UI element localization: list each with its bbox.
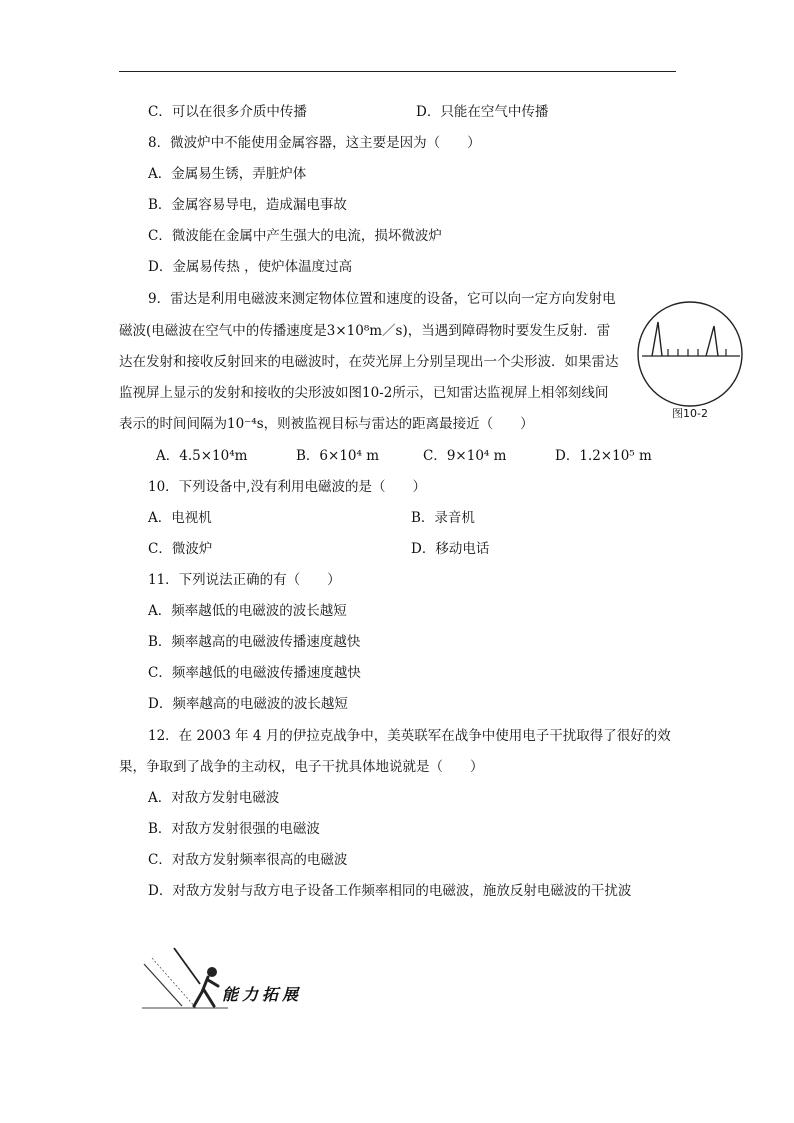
section-title: 能力拓展 bbox=[222, 985, 303, 1004]
q11-option-a: A．频率越低的电磁波的波长越短 bbox=[148, 603, 347, 619]
q11-option-b: B．频率越高的电磁波传播速度越快 bbox=[148, 634, 361, 650]
q9-line-5: 表示的时间间隔为10⁻⁴s，则被监视目标与雷达的距离最接近（ ） bbox=[119, 416, 534, 432]
q8-option-c: C．微波能在金属中产生强大的电流，损坏微波炉 bbox=[148, 228, 442, 244]
q12-option-a: A．对敌方发射电磁波 bbox=[148, 790, 280, 806]
q11-option-c: C．频率越低的电磁波传播速度越快 bbox=[148, 665, 361, 681]
q12-line-1: 12．在 2003 年 4 月的伊拉克战争中，美英联军在战争中使用电子干扰取得了很好的效 bbox=[148, 728, 671, 744]
q10-option-d: D．移动电话 bbox=[411, 541, 490, 557]
q8-option-d: D．金属易传热 ，使炉体温度过高 bbox=[148, 259, 353, 275]
q10-option-a: A．电视机 bbox=[148, 510, 212, 526]
q10-option-b: B．录音机 bbox=[411, 510, 475, 526]
q12-option-c: C．对敌方发射频率很高的电磁波 bbox=[148, 852, 348, 868]
q9-option-d: D．1.2×10⁵ m bbox=[555, 448, 652, 464]
q12-option-b: B．对敌方发射很强的电磁波 bbox=[148, 821, 320, 837]
header-rule bbox=[119, 71, 676, 72]
q8-option-b: B．金属容易导电，造成漏电事故 bbox=[148, 197, 347, 213]
q10-stem: 10．下列设备中,没有利用电磁波的是（ ） bbox=[148, 479, 426, 495]
q11-stem: 11．下列说法正确的有（ ） bbox=[148, 572, 341, 588]
q9-line-2: 磁波(电磁波在空气中的传播速度是3×10⁸m／s)，当遇到障碍物时要发生反射．雷 bbox=[119, 323, 611, 339]
q12-line-2: 果，争取到了战争的主动权，电子干扰具体地说就是（ ） bbox=[119, 759, 484, 775]
q8-stem: 8．微波炉中不能使用金属容器，这主要是因为（ ） bbox=[148, 135, 481, 151]
q10-option-c: C．微波炉 bbox=[148, 541, 213, 557]
figure-caption: 图10-2 bbox=[672, 407, 708, 420]
q9-option-a: A．4.5×10⁴m bbox=[156, 448, 248, 464]
q9-line-3: 达在发射和接收反射回来的电磁波时，在荧光屏上分别呈现出一个尖形波．如果雷达 bbox=[119, 354, 619, 370]
q9-line-1: 9．雷达是利用电磁波来测定物体位置和速度的设备，它可以向一定方向发射电 bbox=[148, 291, 616, 307]
q7-option-c: C．可以在很多介质中传播 bbox=[148, 104, 307, 120]
q9-option-b: B．6×10⁴ m bbox=[296, 448, 380, 464]
q11-option-d: D．频率越高的电磁波的波长越短 bbox=[148, 696, 348, 712]
q9-option-c: C．9×10⁴ m bbox=[423, 448, 507, 464]
q9-line-4: 监视屏上显示的发射和接收的尖形波如图10-2所示，已知雷达监视屏上相邻刻线间 bbox=[119, 385, 609, 401]
q7-option-d: D．只能在空气中传播 bbox=[416, 104, 549, 120]
q12-option-d: D．对敌方发射与敌方电子设备工作频率相同的电磁波，施放反射电磁波的干扰波 bbox=[148, 883, 632, 899]
q8-option-a: A．金属易生锈，弄脏炉体 bbox=[148, 166, 307, 182]
